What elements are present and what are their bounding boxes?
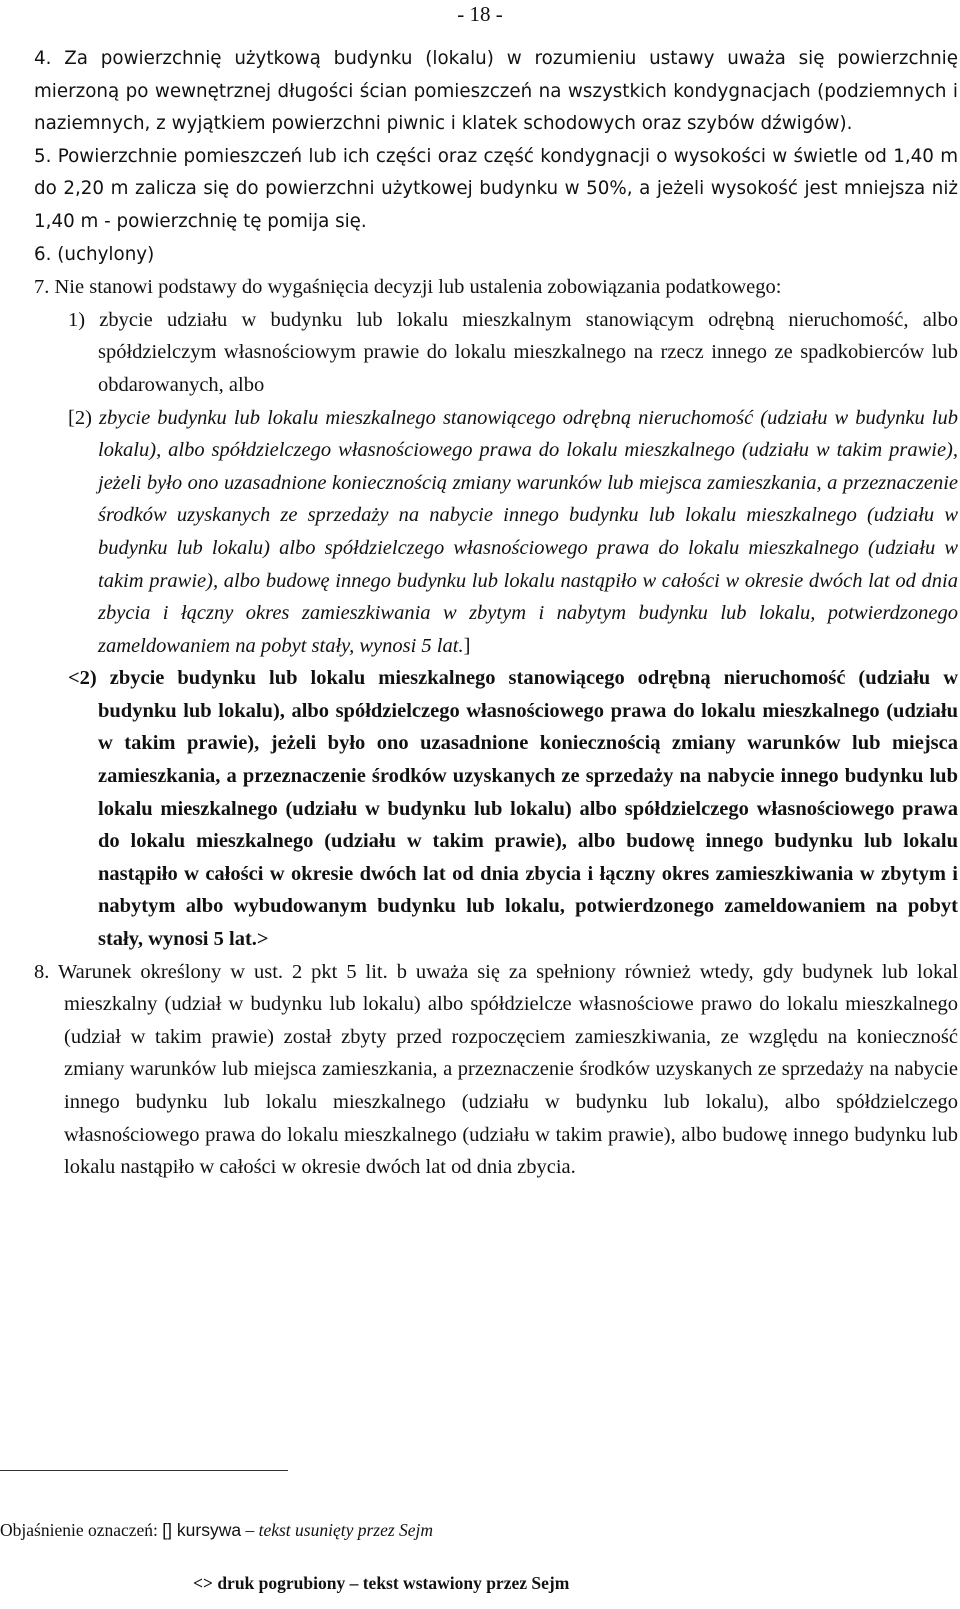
- point-number: [2): [68, 406, 92, 429]
- point-text: zbycie udziału w budynku lub lokalu mieszkalnym stanowiącym odrębną nieruchomość, albo spółdzielczym własnościowym prawie do lokalu mieszkalnego na rzecz innego ze spadkobierców lub obdarowanych, albo: [98, 308, 958, 396]
- footer-divider: [0, 1470, 288, 1471]
- document-body: [34, 43, 958, 1184]
- point-text: zbycie budynku lub lokalu mieszkalnego stanowiącego odrębną nieruchomość (udziału w budynku lub lokalu), albo spółdzielczego własnościowego prawa do lokalu mieszkalnego (udziału w takim prawie), jeżeli było ono uzasadnione koniecznością zmiany warunków lub miejsca zamieszkania, a przeznaczenie środków uzyskanych ze sprzedaży na nabycie innego budynku lub lokalu mieszkalnego (udziału w budynku lub lokalu) albo spółdzielczego własnościowego prawa do lokalu mieszkalnego (udziału w takim prawie), albo budowę innego budynku lub lokalu nastąpiło w całości w okresie dwóch lat od dnia zbycia i łączny okres zamieszkiwania w zbytym i nabytym albo wybudowanym budynku lub lokalu, potwierdzonego zameldowaniem na pobyt stały, wynosi 5 lat.>: [98, 667, 959, 951]
- point-7-2-inserted: [68, 662, 959, 955]
- point-7-2-deleted: [68, 402, 959, 663]
- point-7-1: [68, 304, 958, 402]
- paragraph-8: 8. Warunek określony w ust. 2 pkt 5 lit. b uważa się za spełniony również wtedy, gdy budynek lub lokal mieszkalny (udział w budynku lub lokalu) albo spółdzielcze własnościowe prawo do lokalu mieszkalnego (udział w takim prawie) został zbyty przed rozpoczęciem zamieszkiwania, ze względu na konieczność zmiany warunków lub miejsca zamieszkania, a przeznaczenie środków uzyskanych ze sprzedaży na nabycie innego budynku lub lokalu mieszkalnego (udziału w budynku lub lokalu), albo spółdzielczego własnościowego prawa do lokalu mieszkalnego (udziału w takim prawie), albo budowę innego budynku lub lokalu nastąpiło w całości w okresie dwóch lat od dnia zbycia.: [34, 960, 958, 1179]
- footer-legend-deleted: [0, 1519, 433, 1541]
- legend-brackets: [] kursywa: [162, 1520, 242, 1540]
- point-number: 1): [68, 308, 86, 331]
- legend-dash: –: [245, 1520, 255, 1540]
- paragraph-6: 6. (uchylony): [34, 243, 155, 265]
- legend-deleted-text: tekst usunięty przez Sejm: [258, 1520, 434, 1540]
- point-text: zbycie budynku lub lokalu mieszkalnego stanowiącego odrębną nieruchomość (udziału w budynku lub lokalu), albo spółdzielczego własnościowego prawa do lokalu mieszkalnego (udziału w takim prawie), jeżeli było ono uzasadnione koniecznością zmiany warunków lub miejsca zamieszkania, a przeznaczenie środków uzyskanych ze sprzedaży na nabycie innego budynku lub lokalu mieszkalnego (udziału w budynku lub lokalu) albo spółdzielczego własnościowego prawa do lokalu mieszkalnego (udziału w takim prawie), albo budowę innego budynku lub lokalu nastąpiło w całości w okresie dwóch lat od dnia zbycia i łączny okres zamieszkiwania w zbytym i nabytym budynku lub lokalu, potwierdzonego zameldowaniem na pobyt stały, wynosi 5 lat.: [98, 406, 959, 657]
- paragraph-4: 4. Za powierzchnię użytkową budynku (lokalu) w rozumieniu ustawy uważa się powierzchnię mierzoną po wewnętrznej długości ścian pomieszczeń na wszystkich kondygnacjach (podziemnych i naziemnych, z wyjątkiem powierzchni piwnic i klatek schodowych oraz szybów dźwigów).: [34, 48, 958, 135]
- paragraph-5: 5. Powierzchnie pomieszczeń lub ich części oraz część kondygnacji o wysokości w świetle od 1,40 m do 2,20 m zalicza się do powierzchni użytkowej budynku w 50%, a jeżeli wysokość jest mniejsza niż 1,40 m - powierzchnię tę pomija się.: [34, 145, 958, 232]
- paragraph-7: 7. Nie stanowi podstawy do wygaśnięcia decyzji lub ustalenia zobowiązania podatkowego:: [34, 276, 782, 299]
- deletion-close-bracket: ]: [463, 634, 471, 657]
- point-number: <2): [68, 667, 97, 690]
- legend-label: Objaśnienie oznaczeń:: [0, 1520, 158, 1540]
- page-number: - 18 -: [457, 2, 503, 26]
- footer-legend-inserted: <> druk pogrubiony – tekst wstawiony przez Sejm: [193, 1573, 570, 1593]
